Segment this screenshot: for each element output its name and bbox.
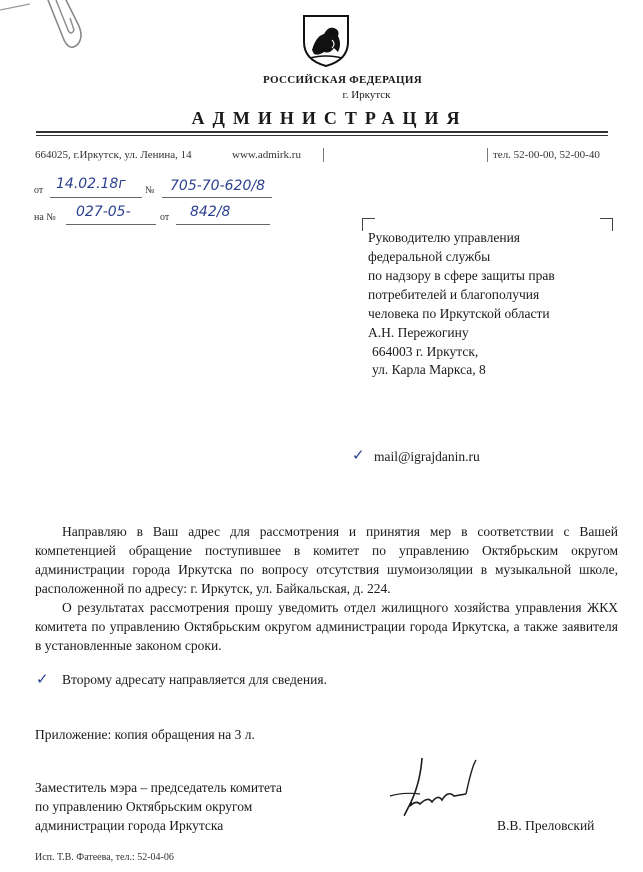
reference-number: 027-05-	[76, 204, 131, 220]
organization-title: АДМИНИСТРАЦИЯ	[191, 108, 468, 128]
org-website: www.admirk.ru	[232, 149, 301, 161]
signatory-position: администрации города Иркутска	[35, 818, 224, 833]
reference-underline	[66, 224, 156, 225]
registration-date: 14.02.18г	[56, 176, 126, 192]
executor-info: Исп. Т.В. Фатеева, тел.: 52-04-06	[35, 852, 174, 863]
header-rule-bottom	[36, 135, 608, 136]
reference-label: на №	[34, 212, 56, 223]
registration-number: 705-70-620/8	[170, 178, 265, 194]
addressee-line: по надзору в сфере защиты прав	[368, 268, 555, 283]
addressee-line: Руководителю управления	[368, 230, 521, 245]
check-mark-icon: ✓	[36, 670, 49, 688]
check-mark-icon: ✓	[352, 446, 365, 464]
city-name: г. Иркутск	[342, 89, 391, 101]
body-paragraph: Направляю в Ваш адрес для рассмотрения и принятия мер в соответствии с Вашей компетенцией обращение поступившее в комитет по управлению Октябрьским округом администрации города Иркутска по вопросу отсутствия шумоизоляции в музыкальной школе, расположенной по адресу: г. Иркутск, ул. Байкальская, д. 224.	[35, 524, 618, 596]
org-address: 664025, г.Иркутск, ул. Ленина, 14	[35, 149, 192, 161]
addressee-line: потребителей и благополучия	[368, 287, 540, 302]
separator	[323, 148, 324, 162]
reference-date: 842/8	[190, 204, 231, 220]
addressee-line: человека по Иркутской области	[368, 306, 550, 321]
addressee-line: А.Н. Пережогину	[368, 325, 469, 340]
letter-body	[35, 522, 618, 655]
handwritten-signature	[380, 756, 490, 826]
paper-clip-icon	[0, 0, 90, 60]
separator	[487, 148, 488, 162]
header-rule-top	[36, 131, 608, 133]
country-name: РОССИЙСКАЯ ФЕДЕРАЦИЯ	[263, 74, 422, 86]
addressee-line: 664003 г. Иркутск,	[372, 344, 479, 359]
org-phone: тел. 52-00-00, 52-00-40	[493, 149, 600, 161]
reference-date-underline	[176, 224, 270, 225]
addressee-line: ул. Карла Маркса, 8	[372, 362, 486, 377]
date-underline	[50, 197, 142, 198]
coat-of-arms-icon	[302, 14, 350, 68]
body-paragraph: Второму адресату направляется для сведения.	[62, 672, 327, 687]
signatory-position: по управлению Октябрьским округом	[35, 799, 253, 814]
number-label: №	[145, 185, 155, 196]
attachment-note: Приложение: копия обращения на 3 л.	[35, 727, 255, 742]
addressee-line: федеральной службы	[368, 249, 491, 264]
date-label: от	[34, 185, 44, 196]
address-bracket	[600, 218, 613, 231]
body-paragraph: О результатах рассмотрения прошу уведомить отдел жилищного хозяйства управления ЖКХ комитета по управлению Октябрьским округом администрации города Иркутска, а также заявителя в установленные законом сроки.	[35, 600, 618, 653]
reference-date-label: от	[160, 212, 170, 223]
addressee-email: mail@igrajdanin.ru	[374, 449, 480, 464]
signatory-position: Заместитель мэра – председатель комитета	[35, 780, 283, 795]
signatory-name: В.В. Преловский	[497, 818, 595, 833]
number-underline	[162, 197, 272, 198]
